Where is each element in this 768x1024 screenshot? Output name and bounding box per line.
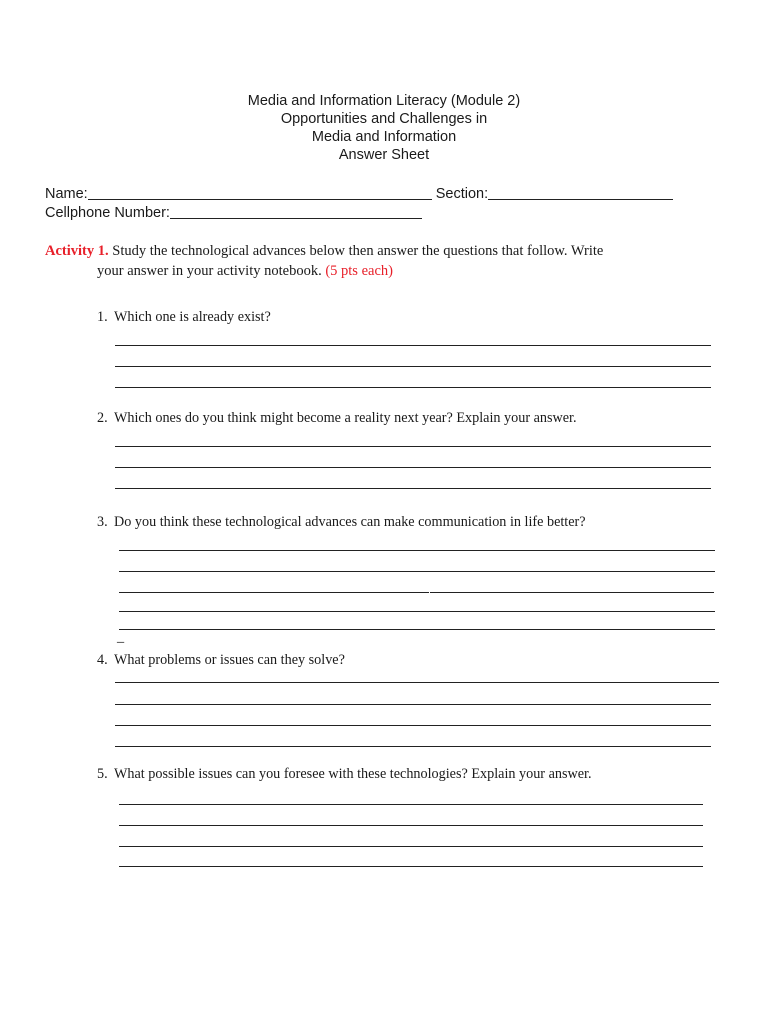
answer-sheet-header [0,92,768,164]
cellphone-blank[interactable] [170,204,422,219]
answer-line[interactable] [119,611,715,612]
answer-line[interactable] [115,725,711,726]
section-label: Section: [435,186,489,202]
header-subtitle-2: Media and Information [311,129,457,145]
header-subtitle-3: Answer Sheet [338,147,430,163]
question-number: 3. [97,514,108,530]
points-note: (5 pts each) [325,263,393,279]
answer-line[interactable] [115,704,711,705]
question-text: Do you think these technological advances can make communication in life better? [114,514,586,530]
answer-line[interactable] [115,345,711,346]
name-label: Name: [45,186,88,202]
answer-line[interactable] [430,592,714,593]
name-section-row [45,183,673,202]
stray-underscore: _ [117,629,125,645]
answer-line[interactable] [115,387,711,388]
answer-line[interactable] [115,488,711,489]
answer-line[interactable] [119,592,429,593]
answer-line[interactable] [119,571,715,572]
answer-line[interactable] [115,366,711,367]
question-2 [97,410,577,427]
answer-line[interactable] [119,825,703,826]
answer-line[interactable] [119,550,715,551]
question-number: 2. [97,410,108,426]
answer-line[interactable] [119,804,703,805]
answer-line[interactable] [115,467,711,468]
header-subtitle-1: Opportunities and Challenges in [280,111,488,127]
answer-line[interactable] [115,682,719,683]
activity-label: Activity 1. [45,243,109,259]
answer-line[interactable] [119,846,703,847]
question-number: 5. [97,766,108,782]
name-blank[interactable] [88,185,432,200]
question-text: Which ones do you think might become a reality next year? Explain your answer. [114,410,577,426]
answer-line[interactable] [119,866,703,867]
section-blank[interactable] [488,185,673,200]
question-number: 4. [97,652,108,668]
header-title: Media and Information Literacy (Module 2) [247,93,521,109]
cellphone-label: Cellphone Number: [45,205,170,221]
answer-line[interactable] [115,746,711,747]
answer-line[interactable] [119,629,715,630]
question-5 [97,766,592,783]
question-1 [97,309,271,326]
question-text: What problems or issues can they solve? [114,652,345,668]
question-3 [97,514,586,531]
activity-instruction-2: your answer in your activity notebook. [97,263,322,279]
question-number: 1. [97,309,108,325]
activity-instruction-1: Study the technological advances below then answer the questions that follow. Write [112,243,604,259]
question-text: What possible issues can you foresee with these technologies? Explain your answer. [114,766,592,782]
question-4 [97,652,345,669]
cellphone-row [45,202,422,221]
activity-instructions [45,241,735,281]
question-text: Which one is already exist? [114,309,271,325]
answer-line[interactable] [115,446,711,447]
